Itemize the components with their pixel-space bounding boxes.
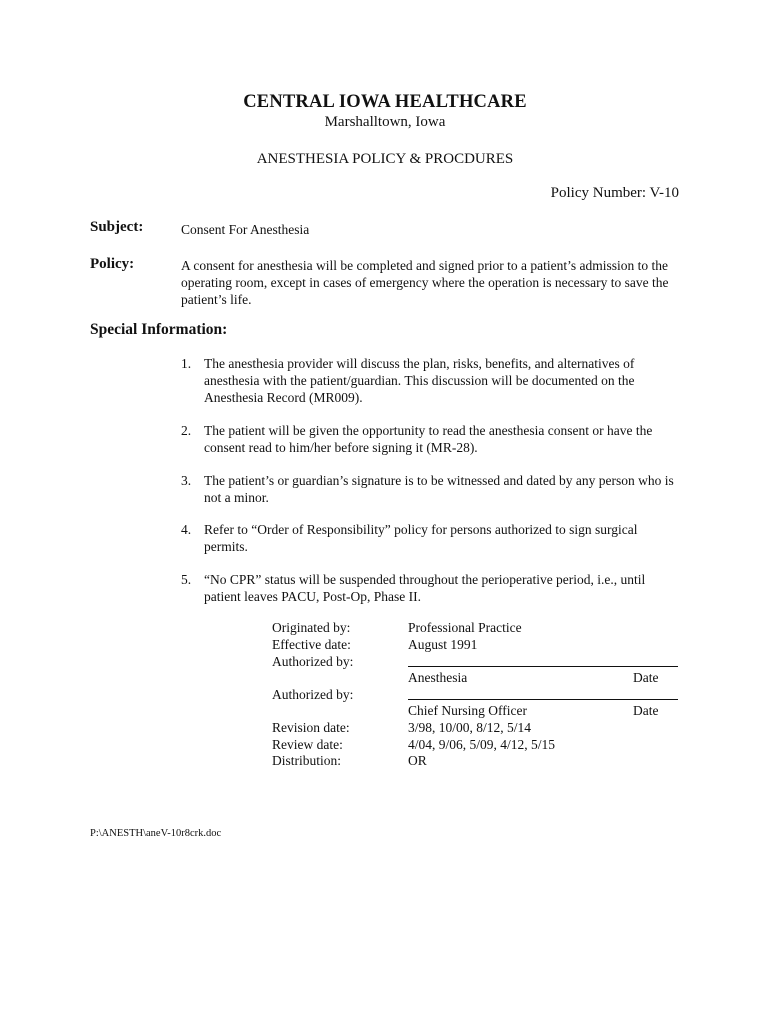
revision-date-value: 3/98, 10/00, 8/12, 5/14 [408, 720, 532, 735]
authorized-by-label: Authorized by: [272, 687, 354, 702]
list-item-number: 3. [181, 473, 192, 488]
list-item-number: 5. [181, 572, 192, 587]
authorized-role-cno: Chief Nursing Officer [408, 703, 527, 718]
effective-date-label: Effective date: [272, 637, 351, 652]
policy-text: A consent for anesthesia will be completed and signed prior to a patient’s admission to the operating room, except in cases of emergency where the operation is necessary to save the patient’s life. [181, 258, 669, 307]
document-title: ANESTHESIA POLICY & PROCDURES [256, 151, 514, 167]
originated-label: Originated by: [272, 620, 351, 635]
subject-text: Consent For Anesthesia [181, 222, 310, 237]
special-information-heading: Special Information: [90, 321, 228, 338]
list-item-text: Refer to “Order of Responsibility” policy for persons authorized to sign surgical permits. [204, 522, 638, 554]
list-item-text: The patient will be given the opportunity to read the anesthesia consent or have the consent read to him/her before signing it (MR-28). [204, 423, 653, 455]
revision-date-label: Revision date: [272, 720, 350, 735]
list-item-number: 2. [181, 423, 192, 438]
originated-value: Professional Practice [408, 620, 522, 635]
list-item-text: The patient’s or guardian’s signature is to be witnessed and dated by any person who is not a minor. [204, 473, 674, 505]
signature-line [408, 666, 678, 667]
signature-line [408, 699, 678, 700]
effective-date-value: August 1991 [408, 637, 478, 652]
organization-location: Marshalltown, Iowa [324, 114, 446, 130]
organization-name: CENTRAL IOWA HEALTHCARE [243, 92, 527, 112]
review-date-value: 4/04, 9/06, 5/09, 4/12, 5/15 [408, 737, 556, 752]
authorized-role-anesthesia: Anesthesia [408, 670, 468, 685]
distribution-value: OR [408, 753, 427, 768]
policy-label: Policy: [90, 256, 135, 272]
authorized-date-label: Date [633, 670, 659, 685]
authorized-by-label: Authorized by: [272, 654, 354, 669]
list-item-number: 1. [181, 356, 192, 371]
policy-number: Policy Number: V-10 [550, 185, 679, 201]
subject-label: Subject: [90, 219, 144, 235]
distribution-label: Distribution: [272, 753, 342, 768]
review-date-label: Review date: [272, 737, 343, 752]
list-item-text: “No CPR” status will be suspended throughout the perioperative period, i.e., until patient leaves PACU, Post-Op, Phase II. [204, 572, 646, 604]
list-item-number: 4. [181, 522, 192, 537]
list-item-text: The anesthesia provider will discuss the plan, risks, benefits, and alternatives of anesthesia with the patient/guardian. This discussion will be documented on the Anesthesia Record (MR009). [204, 356, 635, 405]
file-path-footer: P:\ANESTH\aneV-10r8crk.doc [90, 828, 222, 839]
authorized-date-label: Date [633, 703, 659, 718]
